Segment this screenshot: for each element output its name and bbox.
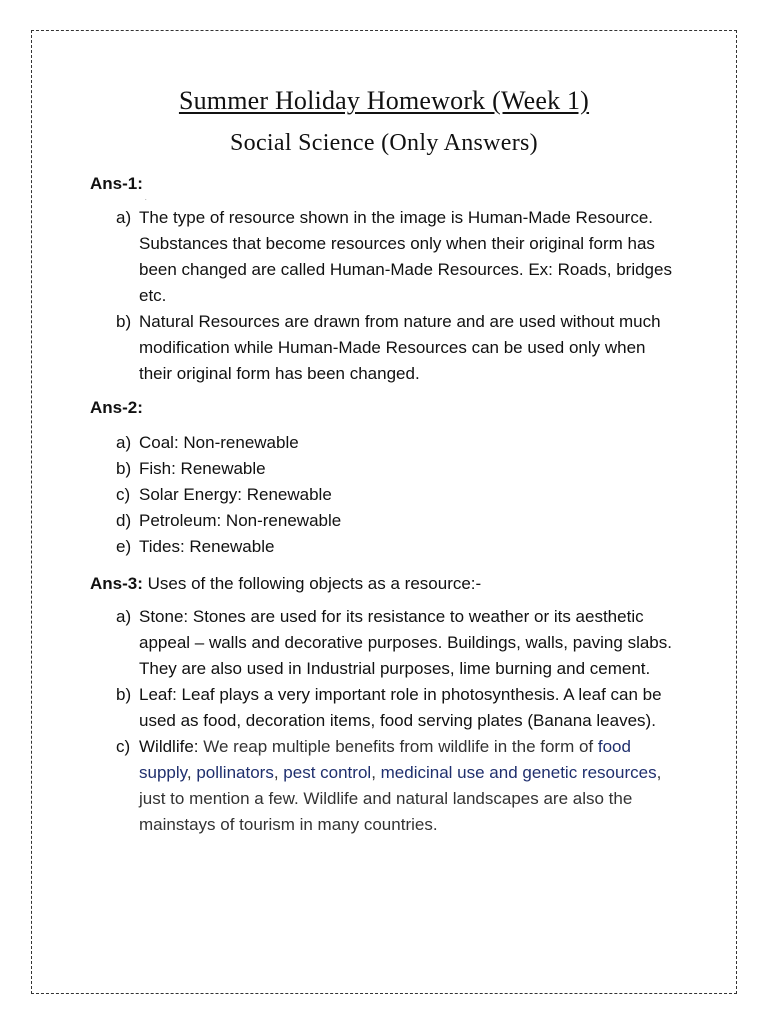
list-item: a) Coal: Non-renewable — [116, 433, 299, 452]
list-item: e) Tides: Renewable — [116, 537, 275, 556]
answer-2-label: Ans-2: — [90, 398, 143, 417]
link-pollinators[interactable]: pollinators — [196, 763, 274, 782]
list-item: b) Leaf: Leaf plays a very important role in photosynthesis. A leaf can be used as food, decoration items, food serving plates (Banana leaves). — [116, 685, 662, 730]
answer-3-intro: Uses of the following objects as a resource:- — [147, 574, 482, 593]
link-pest-control[interactable]: pest control — [283, 763, 372, 782]
answer-2-list — [0, 430, 679, 560]
link-medicinal-use[interactable]: medicinal use and genetic resources — [380, 763, 657, 782]
answer-1-label: Ans-1: — [90, 174, 143, 193]
list-item: d) Petroleum: Non-renewable — [116, 511, 342, 530]
answer-1-list — [0, 205, 679, 387]
answer-3-list — [0, 604, 679, 838]
list-item: c) Solar Energy: Renewable — [116, 485, 332, 504]
list-item: a) Stone: Stones are used for its resistance to weather or its aesthetic appeal – walls and decorative purposes. Buildings, walls, paving slabs. They are also used in Industrial purposes, lime burning and cement. — [116, 607, 672, 678]
list-item: c) Wildlife: We reap multiple benefits from wildlife in the form of food supply, pollinators, pest control, medicinal use and genetic resources, just to mention a few. Wildlife and natural landscapes are also the mainstays of tourism in many countries. — [116, 737, 662, 834]
page-subtitle: Social Science (Only Answers) — [230, 130, 538, 156]
answer-3-label: Ans-3: Uses of the following objects as a resource:- — [90, 574, 482, 593]
page-title: Summer Holiday Homework (Week 1) — [178, 86, 590, 115]
link-food-supply[interactable]: food supply — [139, 737, 631, 782]
list-item: a) The type of resource shown in the image is Human-Made Resource. Substances that become resources only when their original form has been changed are called Human-Made Resources. Ex: Roads, bridges etc. — [116, 208, 672, 305]
stray-mark: . — [145, 196, 147, 202]
list-item: b) Fish: Renewable — [116, 459, 266, 478]
list-item: b) Natural Resources are drawn from nature and are used without much modification while Human-Made Resources can be used only when their original form has been changed. — [116, 312, 661, 383]
